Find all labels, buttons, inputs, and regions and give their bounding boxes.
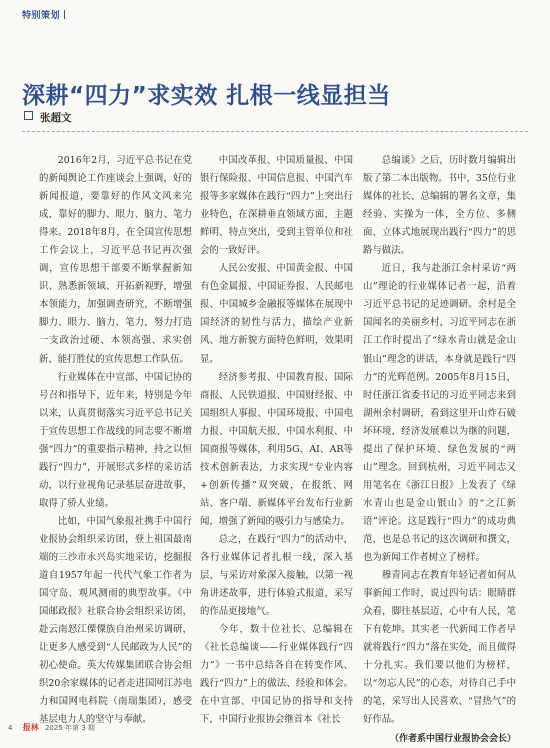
dashed-divider <box>22 131 528 132</box>
square-bullet-icon <box>24 111 33 120</box>
magazine-logo: 报林 <box>22 722 39 732</box>
paragraph: 总之，在践行“四力”的活动中，各行业媒体记者扎根一线，深入基层，与采访对象深入接触，以第一视角讲述故事，进行体验式报道，采写的作品更接地气。 <box>200 533 353 618</box>
article-column-3 <box>363 152 516 748</box>
paragraph: 2016年2月，习近平总书记在党的新闻舆论工作座谈会上强调，好的新闻报道，要靠好的作风文风来完成，靠好的脚力、眼力、脑力、笔力得来。2018年8月，在全国宣传思想工作会议上，习近平总书记再次强调，宣传思想干部要不断掌握新知识、熟悉新领域、开拓新视野，增强本领能力，加强调查研究，不断增强脚力、眼力、脑力、笔力，努力打造一支政治过硬、本领高强、求实创新、能打胜仗的宣传思想工作队伍。 <box>39 155 192 365</box>
paragraph: 中国改革报、中国质量报、中国银行保险报、中国信息报、中国汽车报等多家媒体在践行“四力”上突出行业特色，在深耕垂直领域方面，主题鲜明、特点突出，受到主管单位和社会的一致好评。 <box>200 155 353 257</box>
headline: 深耕“四力”求实效 扎根一线显担当 <box>22 83 391 110</box>
author-byline <box>40 110 72 125</box>
paragraph: 穆青同志在教育年轻记者如何从事新闻工作时，说过四句话：眼睛群众看，脚往基层迈，心中有人民，笔下有乾坤。其实老一代新闻工作者早就将践行“四力”落在实处，而且做得十分扎实。我们要以他们为榜样，以“勿忘人民”的心态，对待自己手中的笔，采写出人民喜欢、“冒热气”的好作品。 <box>363 570 516 726</box>
page-number: 4 <box>8 724 13 732</box>
paragraph: 经济参考报、中国教育报、国际商报、人民铁道报、中国财经报、中国组织人事报、中国环境报、中国电力报、中国航天报、中国水利报、中国商报等媒体，利用5G、AI、AR等技术创新表达，力求实现“专业内容+创新传播”双突破，在报纸、网站、客户端、新媒体平台发布行业新闻，增强了新闻的吸引力与感染力。 <box>200 371 353 527</box>
paragraph: 今年，数十位社长、总编辑在《社长总编谈——行业媒体践行“四力”》一书中总结各自在转变作风、践行“四力”上的做法、经验和体会。在中宣部、中国记协的指导和支持下，中国行业报协会继首本《社长 <box>200 624 353 726</box>
paragraph: 比如，中国气象报社携手中国行业报协会组织采访团，登上祖国最南端的三沙市永兴岛实地采访，挖掘报道自1957年起一代代气象工作者为国守岛、观风测雨的典型故事。《中国邮政报》社联合协会组织采访团，赴云南怒江傈僳族自治州采访调研，让更多人感受到“人民邮政为人民”的初心使命。英大传媒集团联合协会组织20余家媒体的记者走进国网江苏电力和国网电科院（南瑞集团），感受基层电力人的坚守与奉献。 <box>39 515 192 726</box>
article-column-2 <box>200 152 353 730</box>
issue-label: 2025 年第 3 期 <box>44 724 95 732</box>
paragraph: 人民公安报、中国黄金报、中国有色金属报、中国证券报、人民邮电报、中国城乡金融报等媒体在展现中国经济的韧性与活力，描绘产业新风、地方新貌方面特色鲜明，效果明显。 <box>200 263 353 365</box>
section-tag: 特别策划 <box>22 8 65 21</box>
paragraph: 行业媒体在中宣部、中国记协的号召和指导下，近年来，特别是今年以来，认真贯彻落实习近平总书记关于宣传思想工作战线的同志要不断增强“四力”的重要指示精神，持之以恒践行“四力”，开展形式多样的采访活动，以行业视角记录基层奋进故事，取得了骄人业绩。 <box>39 371 192 509</box>
paragraph: 近日，我与赴浙江余村采访“两山”理论的行业媒体记者一起，沿着习近平总书记的足迹调研。余村是全国闻名的美丽乡村，习近平同志在浙江工作时提出了“绿水青山就是金山银山”理念的讲话，本身就是践行“四力”的光辉范例。2005年8月15日，时任浙江省委书记的习近平同志来到湖州余村调研，看到这里开山炸石破坏环境，经济发展难以为继的问题，提出了保护环境、绿色发展的“两山”理念。回到杭州，习近平同志又用笔名在《浙江日报》上发表了《绿水青山也是金山银山》的“之江新语”评论。这是践行“四力”的成功典范，也是总书记的这次调研和撰文，也为新闻工作者树立了榜样。 <box>363 263 516 564</box>
author-name: 张超文 <box>40 112 72 124</box>
article-column-1 <box>39 152 192 730</box>
page-footer <box>8 722 95 733</box>
paragraph: 总编谈》之后，历时数月编辑出版了第二本出版物。书中，35位行业媒体的社长、总编辑的署名文章，集经验、实操为一体，全方位、多侧面、立体式地展现出践行“四力”的思路与做法。 <box>363 155 516 257</box>
author-credit: （作者系中国行业报协会会长） <box>389 733 516 744</box>
